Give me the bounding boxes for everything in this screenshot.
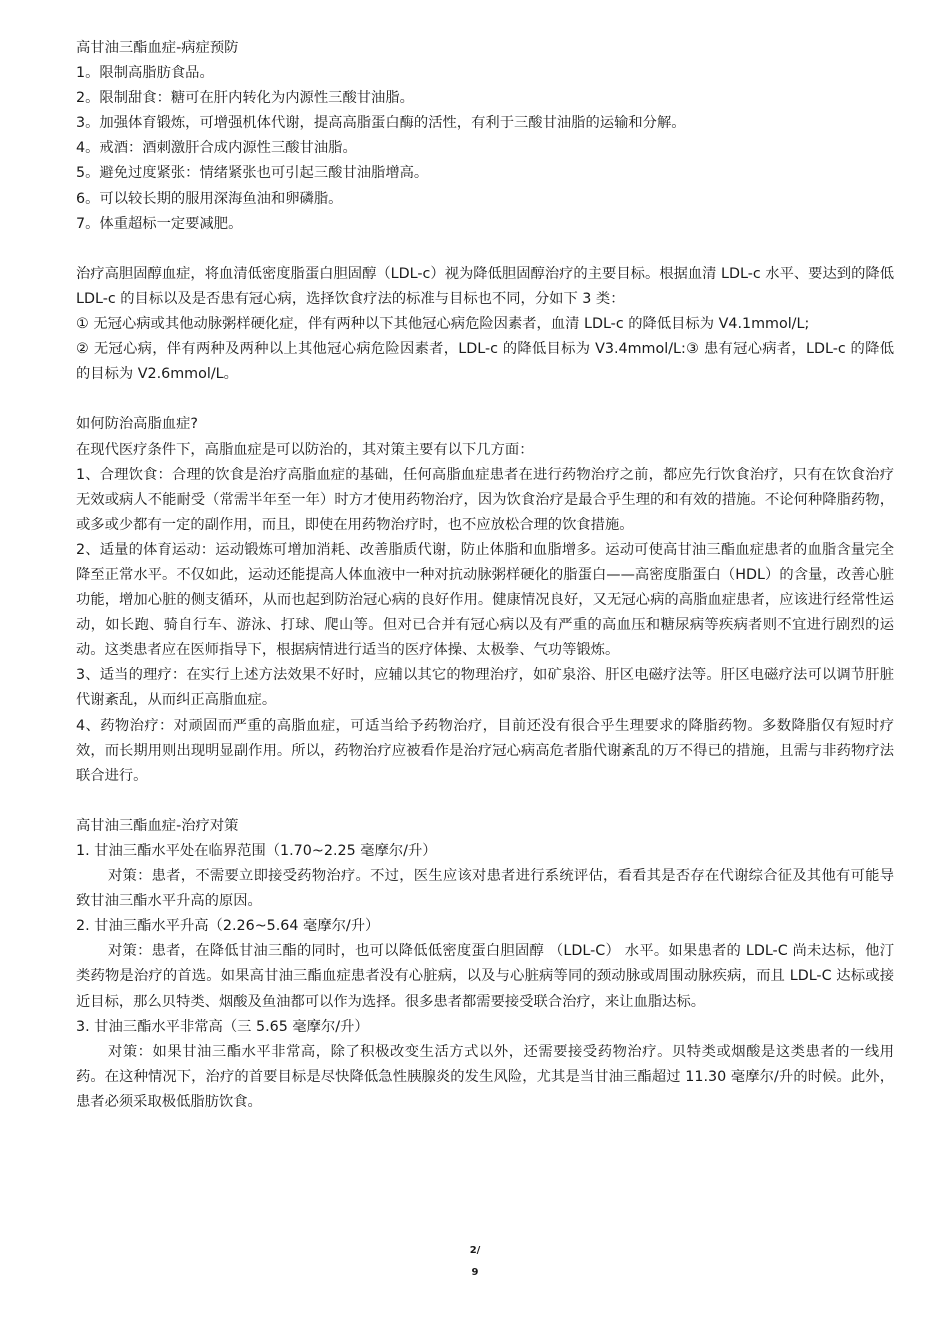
paragraph: ② 无冠心病，伴有两种及两种以上其他冠心病危险因素者，LDL-c 的降低目标为 V3.4mmol/L:③ 患有冠心病者，LDL-c 的降低的目标为 V2.6mmol/L。 [76,341,894,383]
paragraph: 对策：患者，在降低甘油三酯的同时，也可以降低低密度蛋白胆固醇 （LDL-C） 水平。如果患者的 LDL-C 尚未达标，他汀类药物是治疗的首选。如果高甘油三酯血症患者没有心脏病，以及与心脏病等同的颈动脉或周围动脉疾病，而且 LDL-C 达标或接近目标，那么贝特类、烟酸及鱼油都可以作为选择。很多患者都需要接受联合治疗，来让血脂达标。 [76,943,894,1010]
ldl-section [76,262,894,387]
section-title: 如何防治高脂血症? [76,416,198,433]
tg-treatment-section [76,814,894,1115]
subheading: 2. 甘油三酯水平升高（2.26~5.64 毫摩尔/升） [76,918,380,935]
paragraph: 2、适量的体育运动：运动锻炼可增加消耗、改善脂质代谢，防止体脂和血脂增多。运动可使高甘油三酯血症患者的血脂含量完全降至正常水平。不仅如此，运动还能提高人体血液中一种对抗动脉粥样硬化的脂蛋白——高密度脂蛋白（HDL）的含量，改善心脏功能，增加心脏的侧支循环，从而也起到防治冠心病的良好作用。健康情况良好，又无冠心病的高脂血症患者，应该进行经常性运动，如长跑、骑自行车、游泳、打球、爬山等。但对已合并有冠心病以及有严重的高血压和糖尿病等疾病者则不宜进行剧烈的运动。这类患者应在医师指导下，根据病情进行适当的医疗体操、太极拳、气功等锻炼。 [76,541,894,659]
list-item: 2。限制甜食：糖可在肝内转化为内源性三酸甘油脂。 [76,90,414,107]
hyperlipidemia-section [76,412,894,788]
tg-prevention-section [76,36,894,237]
list-item: 1。限制高脂肪食品。 [76,65,214,82]
paragraph: 对策：如果甘油三酯水平非常高，除了积极改变生活方式以外，还需要接受药物治疗。贝特类或烟酸是这类患者的一线用药。在这种情况下，治疗的首要目标是尽快降低急性胰腺炎的发生风险，尤其是当甘油三酯超过 11.30 毫摩尔/升的时候。此外，患者必须采取极低脂肪饮食。 [76,1043,894,1110]
subheading: 1. 甘油三酯水平处在临界范围（1.70~2.25 毫摩尔/升） [76,843,437,859]
list-item: 6。可以较长期的服用深海鱼油和卵磷脂。 [76,190,343,207]
paragraph: 治疗高胆固醇血症，将血清低密度脂蛋白胆固醇（LDL-c）视为降低胆固醇治疗的主要目标。根据血清 LDL-c 水平、要达到的降低 LDL-c 的目标以及是否患有冠心病，选择饮食疗法的标准与目标也不同，分如下 3 类： [76,265,894,307]
paragraph: 1、合理饮食：合理的饮食是治疗高脂血症的基础，任何高脂血症患者在进行药物治疗之前，都应先行饮食治疗，只有在饮食治疗无效或病人不能耐受（常需半年至一年）时方才使用药物治疗，因为饮食治疗是最合乎生理的和有效的措施。不论何种降脂药物，或多或少都有一定的副作用，而且，即使在用药物治疗时，也不应放松合理的饮食措施。 [76,466,894,533]
page-number-current: 2/ [469,1245,481,1256]
list-item: 4。戒酒：酒刺激肝合成内源性三酸甘油脂。 [76,140,357,157]
page-number [0,1240,950,1284]
paragraph: ① 无冠心病或其他动脉粥样硬化症，伴有两种以下其他冠心病危险因素者，血清 LDL-c 的降低目标为 V4.1mmol/L; [76,316,810,333]
list-item: 3。加强体育锻炼，可增强机体代谢，提高高脂蛋白酶的活性，有利于三酸甘油脂的运输和分解。 [76,115,686,132]
paragraph: 在现代医疗条件下，高脂血症是可以防治的，其对策主要有以下几方面： [76,441,534,458]
subheading: 3. 甘油三酯水平非常高（三 5.65 毫摩尔/升） [76,1018,369,1035]
page-number-total: 9 [471,1267,479,1278]
list-item: 5。避免过度紧张：情绪紧张也可引起三酸甘油脂增高。 [76,165,429,182]
document-body [76,36,894,1115]
section-title: 高甘油三酯血症-病症预防 [76,40,239,56]
paragraph: 4、药物治疗：对顽固而严重的高脂血症，可适当给予药物治疗，目前还没有很合乎生理要求的降脂药物。多数降脂仅有短时疗效，而长期用则出现明显副作用。所以，药物治疗应被看作是治疗冠心病高危者脂代谢紊乱的万不得已的措施，且需与非药物疗法联合进行。 [76,717,894,784]
section-title: 高甘油三酯血症-治疗对策 [76,817,239,834]
paragraph: 3、适当的理疗：在实行上述方法效果不好时，应辅以其它的物理治疗，如矿泉浴、肝区电磁疗法等。肝区电磁疗法可以调节肝脏代谢紊乱，从而纠正高脂血症。 [76,667,894,709]
list-item: 7。体重超标一定要减肥。 [76,215,243,232]
paragraph: 对策：患者，不需要立即接受药物治疗。不过，医生应该对患者进行系统评估，看看其是否存在代谢综合征及其他有可能导致甘油三酯水平升高的原因。 [76,868,894,910]
